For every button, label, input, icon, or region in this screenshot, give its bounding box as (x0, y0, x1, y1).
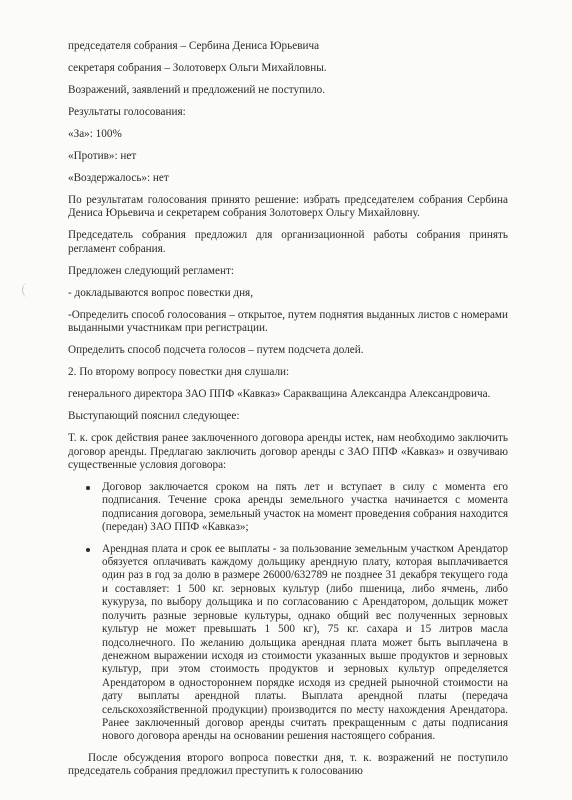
decision-paragraph: По результатам голосования принято решение: избрать председателем собрания Сербина Дениса Юрьевича и секретарем собрания Золотоверх Ольгу Михайловну. (68, 194, 508, 220)
lease-term-text: Договор заключается сроком на пять лет и вступает в силу с момента его подписания. Течение срока аренды земельного участка начинается с момента подписания договора, земельный участок на момент проведения собрания находится (передан) ЗАО ППФ «Кавказ»; (102, 481, 508, 534)
voting-results-label: Результаты голосования: (68, 106, 186, 118)
chairman-proposal: Председатель собрания предложил для организационной работы собрания принять регламент собрания. (68, 229, 508, 255)
vote-for: «За»: 100% (68, 128, 122, 140)
rule-item-2: -Определить способ голосования – открытое, путем поднятия выданных листов с номерами выданными участникам при регистрации. (68, 308, 508, 335)
scan-margin-mark (22, 283, 33, 297)
rule-item-3: Определить способ подсчета голосов – путем подсчета долей. (68, 344, 364, 357)
lease-terms-list (68, 481, 508, 744)
vote-against: «Против»: нет (68, 150, 137, 162)
speaker-label: Выступающий пояснил следующее: (68, 410, 240, 423)
bullet-icon (86, 548, 90, 552)
no-objections-line: Возражений, заявлений и предложений не поступило. (68, 84, 326, 96)
lease-term-item (68, 543, 508, 744)
document-body (68, 40, 508, 787)
vote-abstained: «Воздержалось»: нет (68, 172, 169, 184)
proposed-rules-label: Предложен следующий регламент: (68, 264, 234, 277)
rule-item-1: - докладываются вопрос повестки дня, (68, 286, 253, 299)
closing-paragraph: После обсуждения второго вопроса повестки дня, т. к. возражений не поступило председатель собрания предложил преступить к голосованию (68, 751, 508, 778)
director-line: генерального директора ЗАО ППФ «Кавказ» Саракващина Александра Александровича. (68, 388, 491, 401)
chairman-line: председателя собрания – Сербина Дениса Юрьевича (68, 40, 320, 52)
second-question-heading: 2. По второму вопросу повестки дня слушали: (68, 366, 290, 379)
bullet-icon (86, 486, 90, 490)
lease-term-item (68, 481, 508, 535)
secretary-line: секретаря собрания – Золотоверх Ольги Михайловны. (68, 62, 327, 74)
lease-intro: Т. к. срок действия ранее заключенного договора аренды истек, нам необходимо заключить договор аренды. Предлагаю заключить договор аренды с ЗАО ППФ «Кавказ» и озвучиваю существенные условия договора: (68, 432, 508, 472)
lease-term-text: Арендная плата и срок ее выплаты - за пользование земельным участком Арендатор обязуется оплачивать каждому дольщику арендную плату, которая выплачивается один раз в год за долю в размере 26000/632789 не позднее 31 декабря текущего года и составляет: 1 500 кг. зерновых культур (либо пшеница, либо ячмень, либо кукуруза, по выбору дольщика и по согласованию с Арендатором, дольщик может получить разные зерновые культуры, однако общий вес полученных зерновых культур не может превышать 1 500 кг), 75 кг. сахара и 15 литров масла подсолнечного. По желанию дольщика арендная плата может быть выплачена в денежном выражении исходя из стоимости указанных выше продуктов и зерновых культур, при этом стоимость продуктов и зерновых культур определяется Арендатором в одностороннем порядке исходя из средней рыночной стоимости на дату выплаты арендной платы. Выплата арендной платы (передача сельскохозяйственной продукции) производится по месту нахождения Арендатора. Ранее заключенный договор аренды считать прекращенным с даты подписания нового договора аренды на основании решения настоящего собрания. (102, 542, 508, 743)
